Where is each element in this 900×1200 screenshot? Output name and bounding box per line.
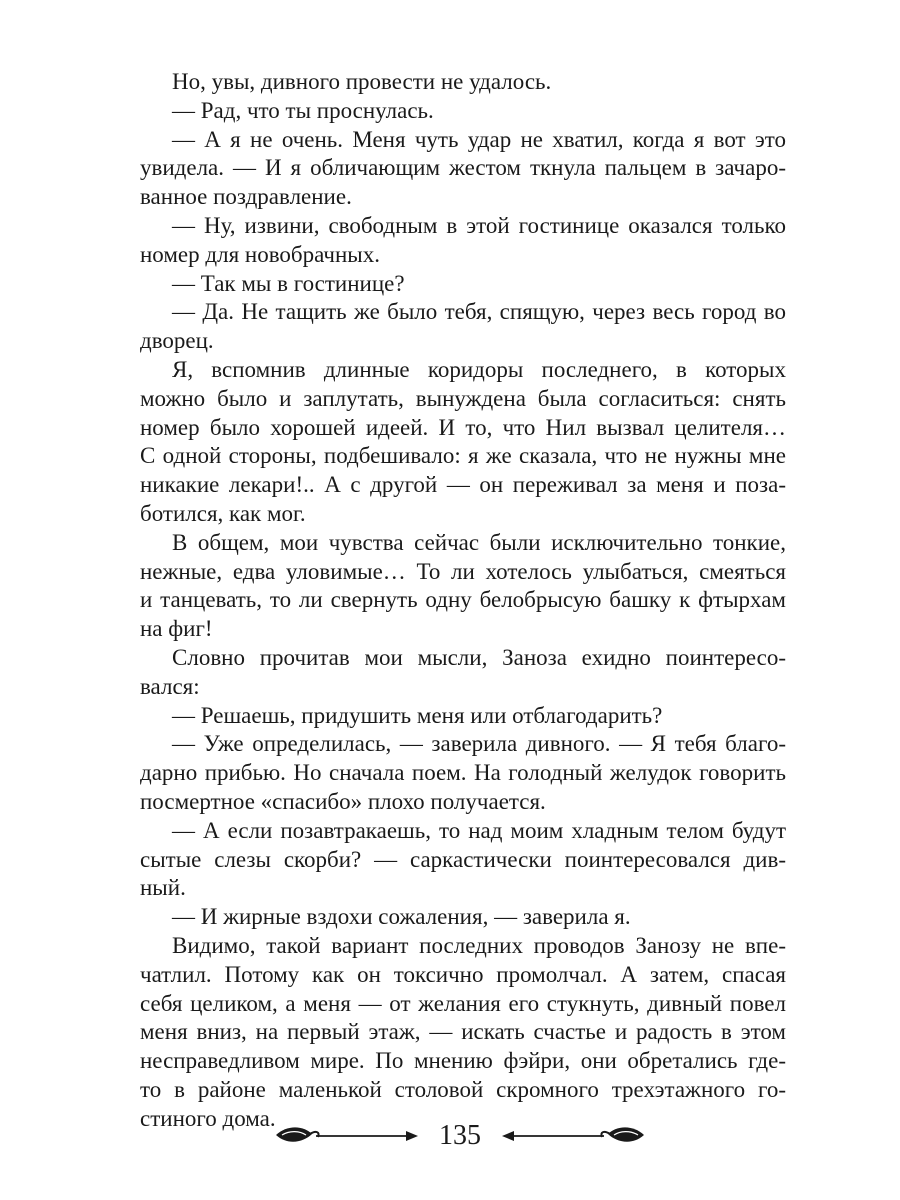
text-line: — Так мы в гостинице? <box>172 270 405 296</box>
paragraph <box>140 932 786 1134</box>
paragraph <box>140 97 786 126</box>
paragraph <box>140 644 786 702</box>
text-line: то в районе маленькой столовой скромного трехэтажного го- <box>140 1076 786 1102</box>
text-line: Видимо, такой вариант последних проводов Занозу не впе- <box>172 932 786 958</box>
text-line: вался: <box>140 673 200 699</box>
text-line: и танцевать, то ли свернуть одну белобрысую башку к фтырхам <box>140 587 786 613</box>
paragraph <box>140 126 786 212</box>
page-footer <box>270 1118 650 1158</box>
paragraph <box>140 529 786 644</box>
page-number: 135 <box>439 1120 481 1151</box>
text-line: — А я не очень. Меня чуть удар не хватил, когда я вот это <box>172 126 786 152</box>
text-line: ный. <box>140 875 186 901</box>
text-line: Но, увы, дивного провести не удалось. <box>172 69 552 94</box>
text-line: стиного дома. <box>140 1105 276 1131</box>
page-text <box>140 68 786 1133</box>
text-line: можно было и заплутать, вынуждена была согласиться: снять <box>140 385 786 411</box>
text-line: увидела. — И я обличающим жестом ткнула пальцем в зачаро- <box>140 155 786 181</box>
right-ornament-icon <box>498 1122 650 1152</box>
text-line: несправедливом мире. По мнению фэйри, они обретались где- <box>140 1048 786 1074</box>
paragraph <box>140 270 786 299</box>
text-line: меня вниз, на первый этаж, — искать счастье и радость в этом <box>140 1019 786 1045</box>
text-line: — Уже определилась, — заверила дивного. — Я тебя благо- <box>172 731 786 757</box>
text-line: В общем, мои чувства сейчас были исключительно тонкие, <box>172 529 786 555</box>
text-line: нежные, едва уловимые… То ли хотелось улыбаться, смеяться <box>140 558 786 584</box>
text-line: — Решаешь, придушить меня или отблагодарить? <box>172 702 663 728</box>
paragraph <box>140 68 786 97</box>
paragraph <box>140 817 786 903</box>
text-line: — Ну, извини, свободным в этой гостинице оказался только <box>172 212 786 238</box>
paragraph <box>140 298 786 356</box>
text-line: дарно прибью. Но сначала поем. На голодный желудок говорить <box>140 760 786 786</box>
text-line: номер было хорошей идеей. И то, что Нил вызвал целителя… <box>140 414 786 440</box>
text-line: сытые слезы скорби? — саркастически поинтересовался див- <box>140 846 786 872</box>
text-line: — Рад, что ты проснулась. <box>172 97 434 123</box>
text-line: дворец. <box>140 328 214 354</box>
text-line: на фиг! <box>140 616 213 642</box>
paragraph <box>140 903 786 932</box>
paragraph <box>140 702 786 731</box>
text-line: чатлил. Потому как он токсично промолчал. А затем, спасая <box>140 961 786 987</box>
text-line: С одной стороны, подбешивало: я же сказала, что не нужны мне <box>140 443 786 469</box>
text-line: — Да. Не тащить же было тебя, спящую, через весь город во <box>172 299 786 325</box>
left-ornament-icon <box>270 1122 422 1152</box>
paragraph <box>140 356 786 529</box>
paragraph <box>140 212 786 270</box>
text-line: ванное поздравление. <box>140 184 352 210</box>
text-line: никакие лекари!.. А с другой — он переживал за меня и поза- <box>140 472 786 498</box>
text-line: — И жирные вздохи сожаления, — заверила я. <box>172 904 631 930</box>
text-line: Я, вспомнив длинные коридоры последнего, в которых <box>172 356 786 382</box>
text-line: номер для новобрачных. <box>140 241 380 267</box>
text-line: ботился, как мог. <box>140 500 306 526</box>
text-line: себя целиком, а меня — от желания его стукнуть, дивный повел <box>140 990 786 1016</box>
text-line: Словно прочитав мои мысли, Заноза ехидно поинтересо- <box>172 644 786 670</box>
text-line: посмертное «спасибо» плохо получается. <box>140 788 546 814</box>
paragraph <box>140 730 786 816</box>
text-line: — А если позавтракаешь, то над моим хладным телом будут <box>172 817 786 843</box>
